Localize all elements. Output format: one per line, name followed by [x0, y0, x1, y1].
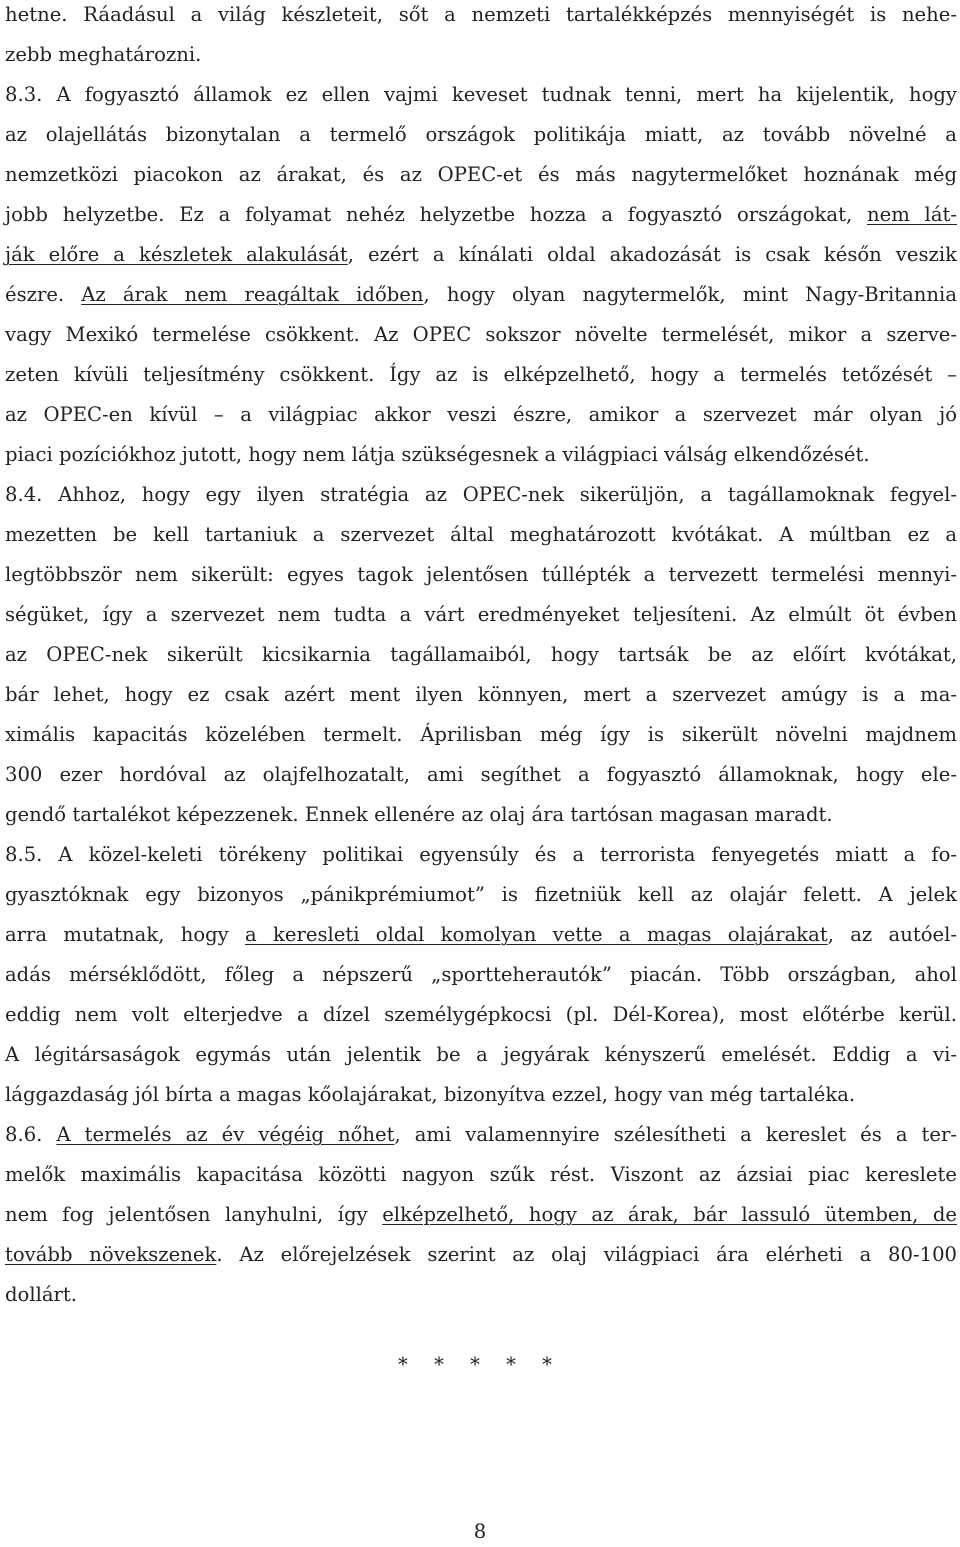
text-span: , ezért a kínálati oldal akadozását is csak későn veszik — [347, 243, 957, 266]
text-span: észre. — [5, 283, 82, 306]
text-span: nem fog jelentősen lanyhulni, így — [5, 1203, 383, 1226]
text-span: nemzetközi piacokon az árakat, és az OPEC-et és más nagytermelőket hoznának még — [5, 163, 957, 186]
text-span: jobb helyzetbe. Ez a folyamat nehéz helyzetbe hozza a fogyasztó országokat, — [5, 203, 867, 226]
text-line — [5, 400, 957, 430]
text-line — [5, 1120, 957, 1150]
text-span: az OPEC-en kívül – a világpiac akkor veszi észre, amikor a szervezet már olyan jó — [5, 403, 957, 426]
text-line — [5, 440, 957, 470]
text-span: ximális kapacitás közelében termelt. Áprilisban még így is sikerült növelni majdnem — [5, 723, 957, 746]
text-line — [5, 1080, 957, 1110]
underlined-text: elképzelhető, hogy az árak, bár lassuló ütemben, de — [382, 1203, 957, 1226]
text-span: , hogy olyan nagytermelők, mint Nagy-Britannia — [423, 283, 957, 306]
text-line — [5, 320, 957, 350]
text-line — [5, 800, 957, 830]
text-line — [5, 1040, 957, 1070]
text-span: dollárt. — [5, 1283, 78, 1306]
text-line — [5, 1160, 957, 1190]
underlined-text: ják előre a készletek alakulását — [5, 243, 348, 266]
text-line — [5, 1200, 957, 1230]
text-span: bár lehet, hogy ez csak azért ment ilyen könnyen, mert a szervezet amúgy is a ma- — [5, 683, 957, 706]
underlined-text: tovább növekszenek — [5, 1243, 217, 1266]
text-span: zebb meghatározni. — [5, 43, 202, 66]
text-line — [5, 680, 957, 710]
text-span: mezetten be kell tartaniuk a szervezet által meghatározott kvótákat. A múltban ez a — [5, 523, 957, 546]
text-span: legtöbbször nem sikerült: egyes tagok jelentősen túllépték a tervezett termelési mennyi- — [5, 563, 957, 586]
text-span: arra mutatnak, hogy — [5, 923, 246, 946]
text-line — [5, 40, 957, 70]
text-span: vagy Mexikó termelése csökkent. Az OPEC sokszor növelte termelését, mikor a szerve- — [5, 323, 957, 346]
underlined-text: nem lát- — [866, 203, 957, 226]
text-line — [5, 520, 957, 550]
text-line — [5, 920, 957, 950]
text-line — [5, 200, 957, 230]
text-span: melők maximális kapacitása közötti nagyon szűk rést. Viszont az ázsiai piac kereslete — [5, 1163, 957, 1186]
text-span: eddig nem volt elterjedve a dízel személygépkocsi (pl. Dél-Korea), most előtérbe kerül. — [5, 1003, 957, 1026]
text-span: 8.6. — [5, 1123, 57, 1146]
underlined-text: a keresleti oldal komolyan vette a magas olajárakat — [245, 923, 828, 946]
underlined-text: A termelés az év végéig nőhet — [56, 1123, 395, 1146]
underlined-text: Az árak nem reagáltak időben — [81, 283, 424, 306]
text-span: az olajellátás bizonytalan a termelő országok politikája miatt, az tovább növelné a — [5, 123, 957, 146]
text-line — [5, 760, 957, 790]
text-line — [5, 160, 957, 190]
text-line — [5, 560, 957, 590]
text-line — [5, 1280, 957, 1310]
text-line — [5, 240, 957, 270]
text-span: hetne. Ráadásul a világ készleteit, sőt a nemzeti tartalékképzés mennyiségét is nehe- — [5, 3, 957, 26]
text-line — [5, 960, 957, 990]
text-span: 300 ezer hordóval az olajfelhozatalt, ami segíthet a fogyasztó államoknak, hogy ele- — [5, 763, 957, 786]
text-span: adás mérséklődött, főleg a népszerű „sportteherautók” piacán. Több országban, ahol — [5, 963, 957, 986]
text-span: ségüket, így a szervezet nem tudta a várt eredményeket teljesíteni. Az elmúlt öt évben — [5, 603, 957, 626]
text-line — [5, 80, 957, 110]
text-line — [5, 1240, 957, 1270]
text-span: lággazdaság jól bírta a magas kőolajárakat, bizonyítva ezzel, hogy van még tartaléka. — [5, 1083, 856, 1106]
text-span: 8.4. Ahhoz, hogy egy ilyen stratégia az OPEC-nek sikerüljön, a tagállamoknak fegyel- — [5, 483, 957, 506]
text-line — [5, 600, 957, 630]
text-span: A légitársaságok egymás után jelentik be a jegyárak kényszerű emelését. Eddig a vi- — [5, 1043, 957, 1066]
text-span: . Az előrejelzések szerint az olaj világpiaci ára elérheti a 80-100 — [216, 1243, 958, 1266]
text-span: piaci pozíciókhoz jutott, hogy nem látja szükségesnek a világpiaci válság elkendőzését. — [5, 443, 870, 466]
text-line — [5, 880, 957, 910]
section-separator: * * * * * — [398, 1353, 562, 1376]
text-line — [5, 720, 957, 750]
text-span: gyasztóknak egy bizonyos „pánikprémiumot” is fizetniük kell az olajár felett. A jelek — [5, 883, 957, 906]
text-span: gendő tartalékot képezzenek. Ennek ellenére az olaj ára tartósan magasan maradt. — [5, 803, 833, 826]
text-line — [5, 1000, 957, 1030]
text-span: az OPEC-nek sikerült kicsikarnia tagállamaiból, hogy tartsák be az előírt kvótákat, — [5, 643, 957, 666]
text-line — [5, 280, 957, 310]
text-span: 8.3. A fogyasztó államok ez ellen vajmi keveset tudnak tenni, mert ha kijelentik, hogy — [5, 83, 957, 106]
text-line — [5, 120, 957, 150]
text-line — [5, 0, 957, 30]
text-span: zeten kívüli teljesítmény csökkent. Így az is elképzelhető, hogy a termelés tetőzését – — [5, 363, 957, 386]
text-span: , az autóel- — [827, 923, 957, 946]
text-span: 8.5. A közel-keleti törékeny politikai egyensúly és a terrorista fenyegetés miatt a fo- — [5, 843, 957, 866]
text-line — [5, 480, 957, 510]
text-line — [5, 360, 957, 390]
text-line — [5, 840, 957, 870]
text-span: , ami valamennyire szélesítheti a kereslet és a ter- — [394, 1123, 958, 1146]
page-number: 8 — [473, 1520, 487, 1543]
text-line — [5, 640, 957, 670]
